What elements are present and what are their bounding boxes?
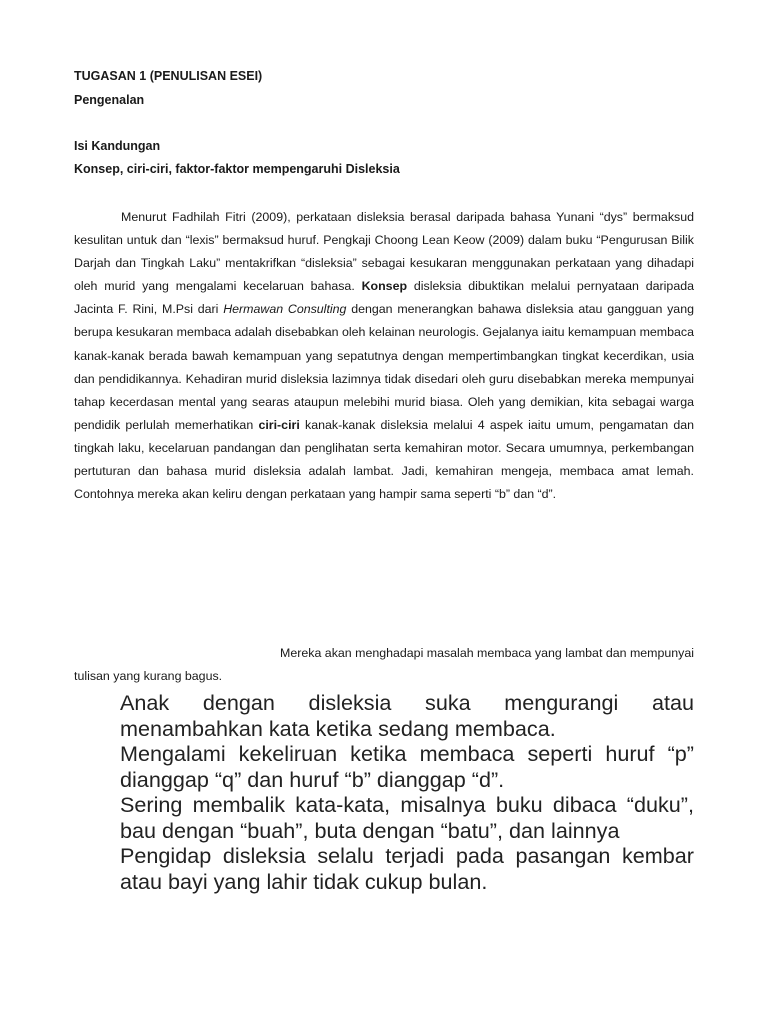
document-title: TUGASAN 1 (PENULISAN ESEI) (74, 69, 263, 83)
reading-note-line-2: tulisan yang kurang bagus. (74, 669, 223, 683)
paragraph-text-1: Menurut Fadhilah Fitri (2009), perkataan disleksia berasal daripada bahasa Yunani “dys” bermaksud kesulitan untuk dan “lexis” bermaksud huruf. Pengkaji Choong Lean Keow (2009) dalam buku “Pengurusan Bilik Darjah dan Tingkah Laku” mentakrifkan “disleksia” sebagai kesukaran menggunakan perkataan yang dihadapi oleh murid yang mengalami kecelaruan bahasa. (74, 210, 694, 294)
paragraph-text-4: kanak-kanak disleksia melalui 4 aspek iaitu umum, pengamatan dan tingkah laku, kecelaruan pandangan dan penglihatan serta kemahiran motor. Secara umumnya, perkembangan pertuturan dan bahasa murid disleksia adalah lambat. Jadi, kemahiran mengeja, membaca amat lemah. Contohnya mereka akan keliru dengan perkataan yang hampir sama seperti “b” dan “d”. (74, 417, 694, 502)
trait-point: Sering membalik kata-kata, misalnya buku dibaca “duku”, bau dengan “buah”, buta dengan “batu”, dan lainnya (120, 792, 694, 843)
body-paragraph (74, 206, 694, 506)
trait-point: Anak dengan disleksia suka mengurangi atau menambahkan kata ketika sedang membaca. (120, 690, 694, 741)
paragraph-bold-traits: ciri-ciri (258, 417, 300, 432)
traits-list (120, 690, 694, 894)
paragraph-bold-concept: Konsep (361, 279, 408, 294)
trait-point: Mengalami kekeliruan ketika membaca seperti huruf “p” dianggap “q” dan huruf “b” dianggap “d”. (120, 741, 694, 792)
contents-heading: Isi Kandungan (74, 139, 161, 153)
intro-heading: Pengenalan (74, 93, 145, 107)
topic-heading: Konsep, ciri-ciri, faktor-faktor mempengaruhi Disleksia (74, 162, 400, 176)
reading-note-line-1: Mereka akan menghadapi masalah membaca yang lambat dan mempunyai (280, 646, 694, 660)
trait-point: Pengidap disleksia selalu terjadi pada pasangan kembar atau bayi yang lahir tidak cukup bulan. (120, 843, 694, 894)
paragraph-text-2: disleksia dibuktikan melalui pernyataan daripada Jacinta F. Rini, M.Psi dari (74, 279, 694, 317)
paragraph-italic-consulting: Hermawan Consulting (223, 302, 347, 317)
reading-note (74, 642, 694, 688)
paragraph-text-3: dengan menerangkan bahawa disleksia atau gangguan yang berupa kesukaran membaca adalah disebabkan oleh kelainan neurologis. Gejalanya iaitu kemampuan membaca kanak-kanak berada bawah kemampuan yang sepatutnya dengan mempertimbangkan tingkat kecerdikan, usia dan pendidikannya. Kehadiran murid disleksia lazimnya tidak disedari oleh guru disebabkan mereka mempunyai tahap kecerdasan mental yang searas ataupun melebihi murid biasa. Oleh yang demikian, kita sebagai warga pendidik perlulah memerhatikan (74, 302, 694, 432)
